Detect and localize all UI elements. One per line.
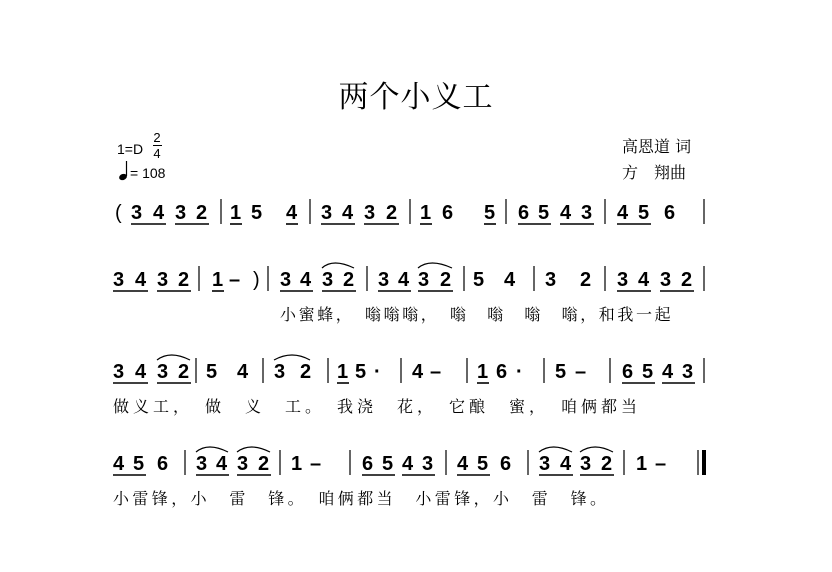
svg-text:5: 5 <box>642 361 654 383</box>
svg-text:5: 5 <box>473 269 485 291</box>
svg-text:1: 1 <box>420 202 432 224</box>
composer-credit: 方 翔曲 <box>622 163 687 182</box>
svg-text:3: 3 <box>280 269 292 291</box>
svg-text:3: 3 <box>364 202 376 224</box>
svg-text:1: 1 <box>477 361 489 383</box>
svg-text:4: 4 <box>402 453 414 475</box>
svg-text:6: 6 <box>157 453 169 475</box>
svg-text:3: 3 <box>545 269 557 291</box>
svg-text:–: – <box>430 361 442 383</box>
svg-text:3: 3 <box>422 453 434 475</box>
svg-text:4: 4 <box>216 453 228 475</box>
svg-text:–: – <box>229 269 241 291</box>
svg-text:6: 6 <box>518 202 530 224</box>
lyricist-credit: 高恩道 词 <box>622 137 692 156</box>
key-signature: 1=D <box>117 141 144 157</box>
lyrics-line-3: 做义工， 做 义 工。 我浇 花， 它酿 蜜， 咱俩都当 <box>113 397 642 416</box>
svg-text:3: 3 <box>237 453 249 475</box>
svg-text:5: 5 <box>133 453 145 475</box>
svg-text:5: 5 <box>251 202 263 224</box>
svg-text:3: 3 <box>196 453 208 475</box>
time-signature-top: 2 <box>153 130 161 145</box>
svg-text:3: 3 <box>113 269 125 291</box>
svg-text:3: 3 <box>617 269 629 291</box>
svg-text:1: 1 <box>212 269 224 291</box>
song-title: 两个小义工 <box>338 80 494 115</box>
svg-text:5: 5 <box>538 202 550 224</box>
svg-text:4: 4 <box>135 361 147 383</box>
svg-text:2: 2 <box>343 269 355 291</box>
svg-text:5: 5 <box>382 453 394 475</box>
svg-text:4: 4 <box>412 361 424 383</box>
svg-text:3: 3 <box>682 361 694 383</box>
svg-text:4: 4 <box>237 361 249 383</box>
svg-text:4: 4 <box>457 453 469 475</box>
svg-text:·: · <box>374 361 381 383</box>
time-signature-bottom: 4 <box>153 146 161 161</box>
svg-text:·: · <box>516 361 523 383</box>
svg-text:3: 3 <box>113 361 125 383</box>
svg-text:4: 4 <box>153 202 165 224</box>
svg-text:5: 5 <box>355 361 367 383</box>
svg-text:1: 1 <box>291 453 303 475</box>
lyrics-line-2: 小蜜蜂， 嗡嗡嗡， 嗡 嗡 嗡 嗡，和我一起 <box>280 305 674 324</box>
svg-text:4: 4 <box>617 202 629 224</box>
svg-text:6: 6 <box>500 453 512 475</box>
svg-text:5: 5 <box>477 453 489 475</box>
svg-text:6: 6 <box>664 202 676 224</box>
svg-text:4: 4 <box>560 202 572 224</box>
svg-text:3: 3 <box>539 453 551 475</box>
svg-text:6: 6 <box>442 202 454 224</box>
svg-text:3: 3 <box>581 202 593 224</box>
svg-text:(: ( <box>115 202 122 224</box>
svg-text:6: 6 <box>362 453 374 475</box>
svg-text:4: 4 <box>504 269 516 291</box>
svg-text:2: 2 <box>580 269 592 291</box>
svg-text:3: 3 <box>131 202 143 224</box>
svg-text:3: 3 <box>322 269 334 291</box>
svg-text:6: 6 <box>622 361 634 383</box>
svg-text:2: 2 <box>300 361 312 383</box>
svg-text:–: – <box>655 453 667 475</box>
svg-text:3: 3 <box>660 269 672 291</box>
svg-text:3: 3 <box>157 361 169 383</box>
svg-text:3: 3 <box>274 361 286 383</box>
svg-text:2: 2 <box>601 453 613 475</box>
svg-text:2: 2 <box>386 202 398 224</box>
svg-text:–: – <box>310 453 322 475</box>
lyrics-line-4: 小雷锋，小 雷 锋。 咱俩都当 小雷锋，小 雷 锋。 <box>113 489 610 508</box>
svg-text:4: 4 <box>300 269 312 291</box>
svg-text:4: 4 <box>662 361 674 383</box>
svg-text:5: 5 <box>638 202 650 224</box>
svg-text:2: 2 <box>196 202 208 224</box>
svg-text:–: – <box>575 361 587 383</box>
svg-text:2: 2 <box>178 361 190 383</box>
svg-text:4: 4 <box>342 202 354 224</box>
tempo-marking: = 108 <box>130 165 166 181</box>
svg-text:1: 1 <box>230 202 242 224</box>
svg-text:4: 4 <box>398 269 410 291</box>
svg-text:5: 5 <box>555 361 567 383</box>
svg-text:4: 4 <box>113 453 125 475</box>
svg-text:5: 5 <box>206 361 218 383</box>
svg-text:4: 4 <box>560 453 572 475</box>
svg-text:4: 4 <box>286 202 298 224</box>
svg-text:2: 2 <box>440 269 452 291</box>
svg-text:2: 2 <box>178 269 190 291</box>
svg-text:3: 3 <box>157 269 169 291</box>
svg-text:2: 2 <box>681 269 693 291</box>
svg-text:6: 6 <box>496 361 508 383</box>
svg-text:): ) <box>253 269 260 291</box>
svg-text:5: 5 <box>484 202 496 224</box>
svg-text:4: 4 <box>135 269 147 291</box>
svg-text:3: 3 <box>580 453 592 475</box>
svg-text:1: 1 <box>337 361 349 383</box>
svg-text:3: 3 <box>378 269 390 291</box>
svg-text:2: 2 <box>258 453 270 475</box>
svg-text:4: 4 <box>638 269 650 291</box>
svg-text:3: 3 <box>175 202 187 224</box>
svg-text:3: 3 <box>418 269 430 291</box>
svg-text:1: 1 <box>636 453 648 475</box>
svg-text:3: 3 <box>321 202 333 224</box>
